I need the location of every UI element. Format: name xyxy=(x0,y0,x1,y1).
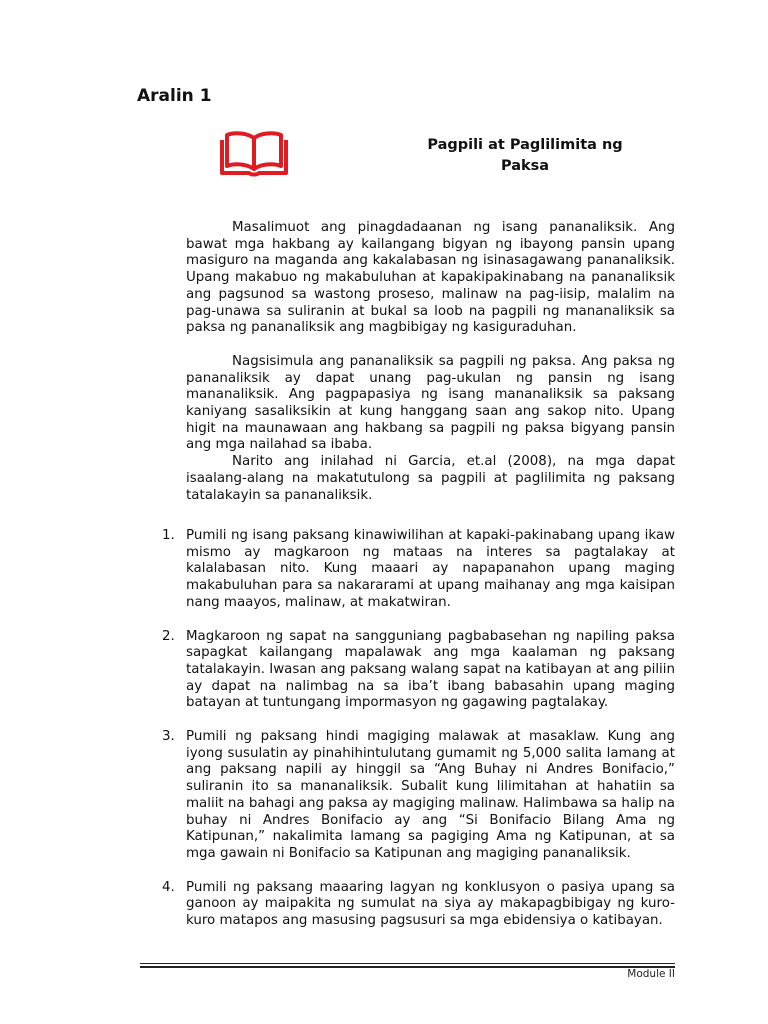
list-item-text: Pumili ng isang paksang kinawiwilihan at kapaki-pakinabang upang ikaw mismo ay magkaroon ng mataas na interes sa pagtalakay at kalalabasan nito. Kung maaari ay napapanahon upang maging makabuluhan para sa nakararami at upang maihanay ang mga kaisipan nang maayos, malinaw, at makatwiran. xyxy=(186,528,675,610)
list-number: 3. xyxy=(162,729,175,745)
list-number: 4. xyxy=(162,879,175,895)
list-item-text: Pumili ng paksang hindi magiging malawak at masaklaw. Kung ang iyong susulatin ay pinahihintulutang gumamit ng 5,000 salita lamang at ang paksang napili ay hinggil sa “Ang Buhay ni Andres Bonifacio,” suliranin ito sa mananaliksik. Subalit kung lilimitahan at hahatiin sa maliit na bahagi ang paksa ay magiging malinaw. Halimbawa sa halip na buhay ni Andres Bonifacio ay ang “Si Bonifacio Bilang Ama ng Katipunan,” nakalimita lamang sa pagiging Ama ng Katipunan, at sa mga gawain ni Bonifacio sa Katipunan ang magiging pananaliksik. xyxy=(186,729,675,861)
paragraph-3: Narito ang inilahad ni Garcia, et.al (2008), na mga dapat isaalang-alang na makatutulong sa pagpili at paglilimita ng paksang tatalakayin sa pananaliksik. xyxy=(186,454,675,503)
title-line-1: Pagpili at Paglilimita ng xyxy=(427,137,623,153)
list-item xyxy=(160,880,675,930)
list-item xyxy=(160,729,675,863)
body-text xyxy=(186,220,675,504)
footer-divider xyxy=(140,963,675,964)
footer-divider-thick xyxy=(140,966,675,968)
list-item-text: Pumili ng paksang maaaring lagyan ng konklusyon o pasiya upang sa ganoon ay maipakita ng sumulat na siya ay makapagbibigay ng kuro-kuro matapos ang masusing pagsusuri sa mga ebidensiya o katibayan. xyxy=(186,879,675,929)
list-number: 1. xyxy=(162,528,175,543)
lesson-label: Aralin 1 xyxy=(137,86,212,106)
book-icon xyxy=(219,128,289,178)
paragraph-2: Nagsisimula ang pananaliksik sa pagpili ng paksa. Ang paksa ng pananaliksik ay dapat unang pag-ukulan ng pansin ng isang mananaliksik. Ang pagpapasiya ng isang mananaliksik sa paksang kaniyang sasaliksikin at kung hanggang saan ang sakop nito. Upang higit na maunawaan ang hakbang sa pagpili ng paksa bigyang pansin ang mga nailahad sa ibaba. xyxy=(186,353,675,453)
footer-module-label: Module II xyxy=(627,968,675,980)
list-number: 2. xyxy=(162,628,175,644)
paragraph-1: Masalimuot ang pinagdadaanan ng isang pananaliksik. Ang bawat mga hakbang ay kailangang bigyan ng ibayong pansin upang masiguro na maganda ang kakalabasan ng isinasagawang pananaliksik. Upang makabuo ng makabuluhan at kapakipakinabang na pananaliksik ang pagsunod sa wastong proseso, malinaw na pag-iisip, malalim na pag-unawa sa suliranin at bukal sa loob na pagpili ng mananaliksik sa paksa ng pananaliksik ang magbibigay ng kasiguraduhan. xyxy=(186,220,675,336)
list-item-text: Magkaroon ng sapat na sangguniang pagbabasehan ng napiling paksa sapagkat kailangang mapalawak ang mga kaalaman ng paksang tatalakayin. Iwasan ang paksang walang sapat na katibayan at ang piliin ay dapat na nalimbag na sa iba’t ibang babasahin upang maging batayan at tuntungang impormasyon ng gagawing pagtalakay. xyxy=(186,628,675,711)
page-title xyxy=(405,135,645,177)
guidelines-list xyxy=(160,528,675,930)
list-item xyxy=(160,528,675,612)
title-line-2: Paksa xyxy=(500,158,550,174)
list-item xyxy=(160,629,675,713)
